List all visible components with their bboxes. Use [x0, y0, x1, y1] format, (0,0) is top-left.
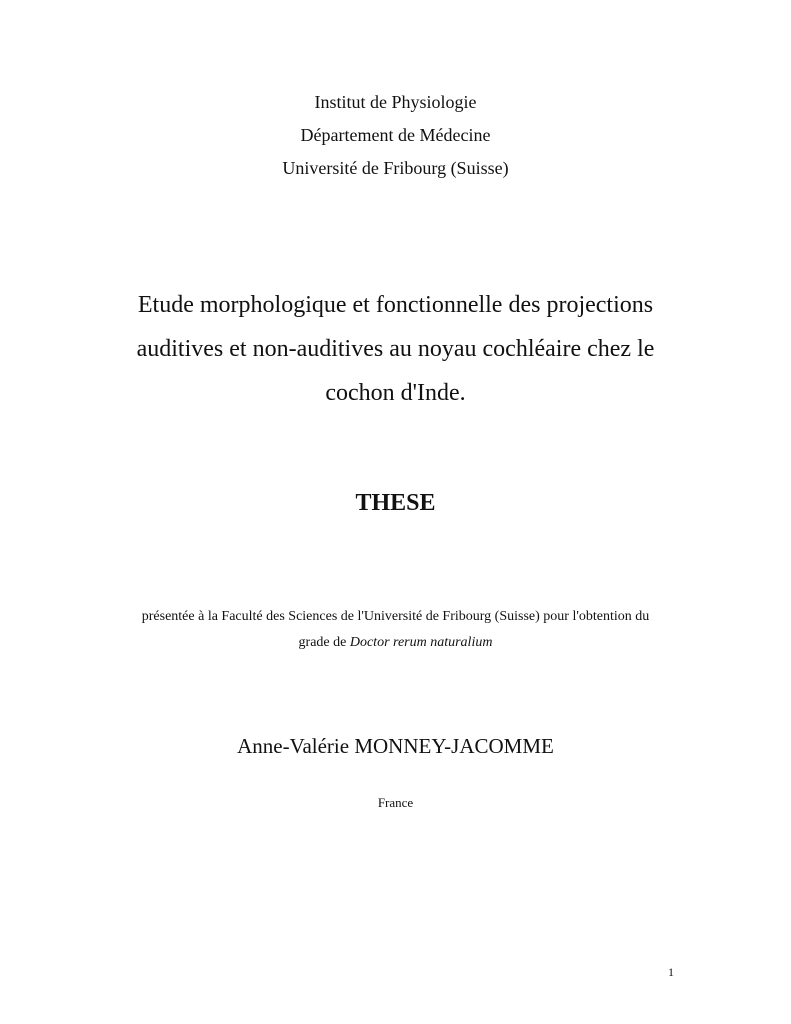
institute-name: Institut de Physiologie — [314, 92, 477, 112]
institution-block — [0, 86, 791, 185]
title-line-2: auditives et non-auditives au noyau cochléaire chez le — [136, 336, 655, 362]
presentation-line-2 — [0, 630, 791, 656]
title-line-3: cochon d'Inde. — [325, 380, 466, 406]
author-name: Anne-Valérie MONNEY-JACOMME — [237, 734, 554, 758]
department-name: Département de Médecine — [300, 125, 491, 145]
university-name: Université de Fribourg (Suisse) — [282, 158, 509, 178]
presentation-prefix: grade de — [298, 635, 350, 650]
presentation-statement — [0, 604, 791, 656]
presentation-line-1: présentée à la Faculté des Sciences de l'Université de Fribourg (Suisse) pour l'obtention du — [141, 609, 650, 624]
title-line-1: Etude morphologique et fonctionnelle des projections — [137, 292, 654, 318]
thesis-title — [0, 283, 791, 415]
thesis-label: THESE — [355, 490, 436, 516]
author-country: France — [377, 795, 414, 810]
degree-name: Doctor rerum naturalium — [349, 635, 493, 650]
page-number: 1 — [668, 965, 674, 979]
